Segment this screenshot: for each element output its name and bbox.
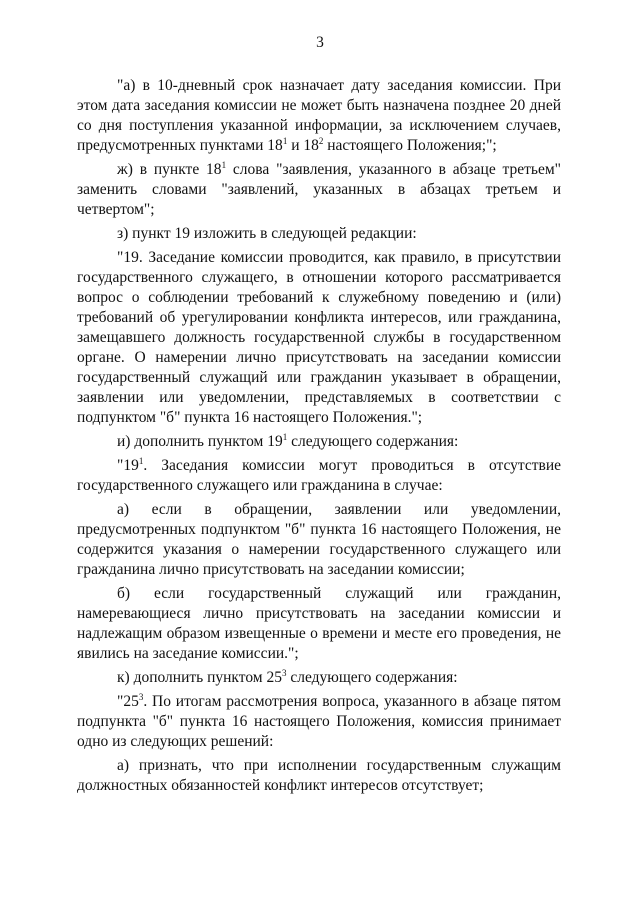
superscript: 1 [282, 136, 288, 146]
document-body [77, 76, 561, 800]
paragraph: к) дополнить пунктом $25^3$ следующего содержания: [117, 668, 458, 686]
paragraph: "19. Заседание комиссии проводится, как правило, в присутствии государственного служащего, в отношении которого рассматривается вопрос о соблюдении требований к служебному поведению и (или) требований об урегулировании конфликта интересов, или гражданина, замещавшего должность государственной службы в государственном органе. О намерении лично присутствовать на заседании комиссии государственный служащий или гражданин указывает в обращении, заявлении или уведомлении, представляемых в соответствии с подпунктом "б" пункта 16 настоящего Положения."; [77, 249, 561, 426]
paragraph: а) признать, что при исполнении государственным служащим должностных обязанностей конфликт интересов отсутствует; [77, 757, 561, 794]
paragraph: а) если в обращении, заявлении или уведомлении, предусмотренных подпунктом "б" пункта 16 настоящего Положения, не содержится указания о намерении государственного служащего или гражданина лично присутствовать на заседании комиссии; [77, 501, 561, 578]
superscript: 3 [138, 692, 144, 702]
superscript: 1 [138, 456, 144, 466]
paragraph: "а) в 10-дневный срок назначает дату заседания комиссии. При этом дата заседания комиссии не может быть назначена позднее 20 дней со дня поступления указанной информации, за исключением случаев, предусмотренных пунктами $18^1$ и $18^2$ настоящего Положения;"; [77, 77, 561, 154]
paragraph: "$25^3$. По итогам рассмотрения вопроса, указанного в абзаце пятом подпункта "б" пункта 16 настоящего Положения, комиссия принимает одно из следующих решений: [77, 692, 561, 750]
page-number: 3 [316, 34, 324, 51]
paragraph: "$19^1$. Заседания комиссии могут проводиться в отсутствие государственного служащего или гражданина в случае: [77, 456, 561, 494]
superscript: 3 [281, 668, 287, 678]
superscript: 2 [318, 136, 324, 146]
superscript: 1 [221, 160, 227, 170]
superscript: 1 [282, 432, 288, 442]
paragraph: з) пункт 19 изложить в следующей редакции: [117, 225, 417, 242]
paragraph: б) если государственный служащий или гражданин, намеревающиеся лично присутствовать на заседании комиссии и надлежащим образом извещенные о времени и месте его проведения, не явились на заседание комиссии."; [77, 585, 561, 662]
paragraph: и) дополнить пунктом $19^1$ следующего содержания: [117, 432, 459, 450]
paragraph: ж) в пункте $18^1$ слова "заявления, указанного в абзаце третьем" заменить словами "заявлений, указанных в абзацах третьем и четвертом"; [77, 160, 561, 218]
